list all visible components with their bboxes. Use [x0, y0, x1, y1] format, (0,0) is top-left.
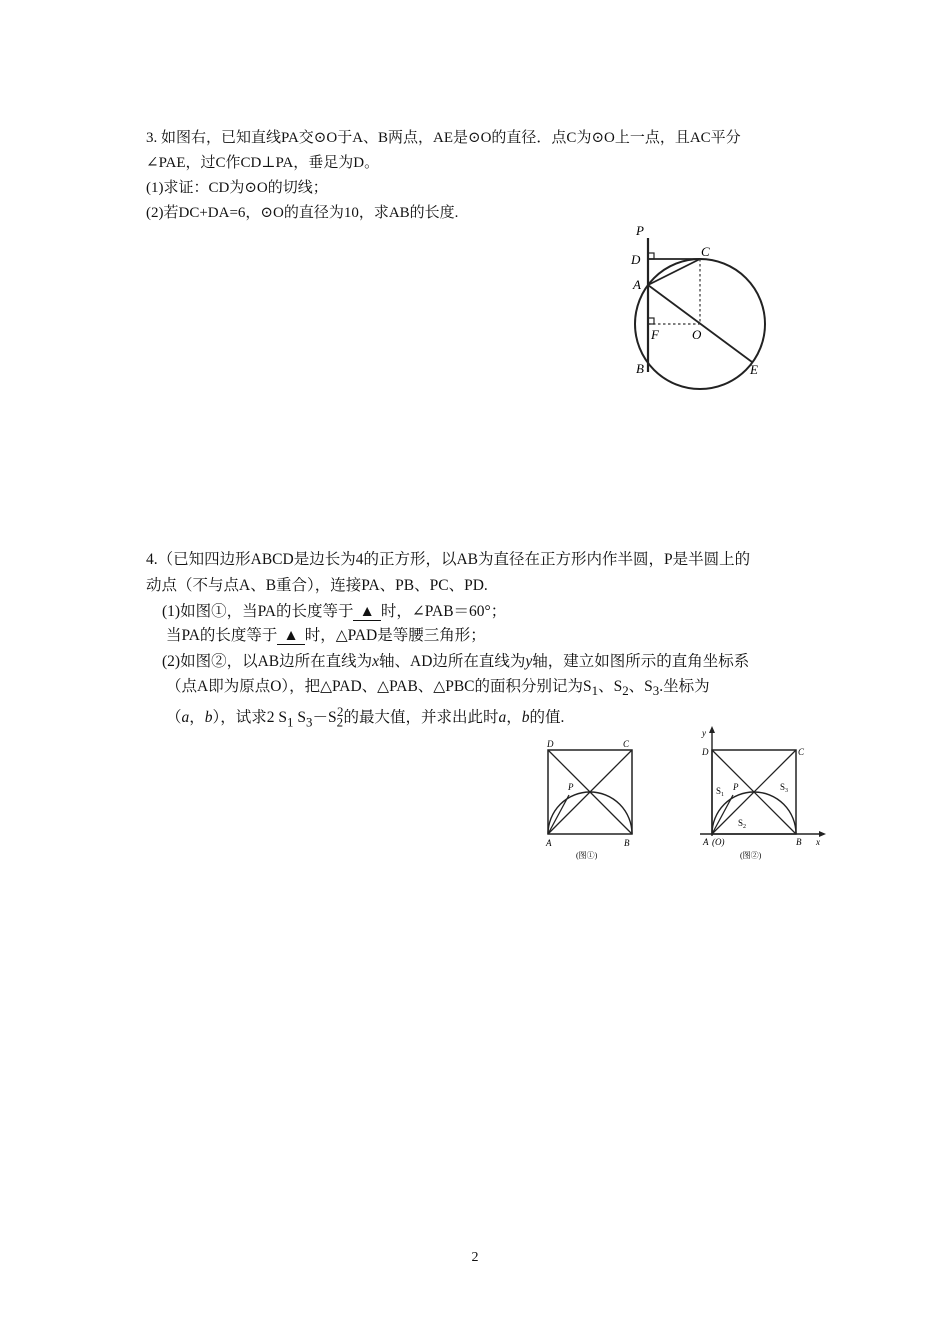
text: .坐标为 [659, 678, 710, 695]
answer-blank: ▲ [353, 604, 380, 621]
sub: 1 [287, 714, 294, 730]
figure-caption: (图②) [740, 851, 762, 860]
label-A: A [703, 837, 709, 847]
axis-label-y: y [702, 728, 706, 738]
label-F: F [651, 327, 659, 342]
label-C: C [701, 244, 710, 259]
figure-caption: (图①) [576, 851, 598, 860]
text: －S [312, 709, 337, 727]
label-C: C [798, 747, 805, 757]
problem3-line2: ∠PAE，过C作CD⊥PA，垂足为D。 [146, 155, 380, 171]
label-B: B [796, 837, 802, 847]
text: 的值. [529, 709, 565, 727]
square-semicircle-figure-2 [692, 724, 832, 866]
problem3-line3: (1)求证：CD为⊙O的切线； [146, 180, 328, 196]
label-A: A [633, 277, 641, 292]
problem4-q1b [166, 626, 486, 646]
var-x: x [372, 653, 379, 670]
label-P: P [733, 782, 739, 792]
problem4-q2-line2 [166, 677, 710, 701]
answer-blank: ▲ [277, 628, 304, 645]
text: ， [189, 709, 205, 727]
label-S1: $S_1$ [716, 786, 725, 798]
q1a-text: (1)如图①，当PA的长度等于 [162, 603, 354, 620]
text: 的最大值，并求出此时 [343, 709, 499, 727]
var-a: a [181, 709, 190, 727]
text: ， [506, 709, 522, 727]
circle-geometry-figure [624, 222, 774, 398]
problem4-q2-line1 [162, 652, 749, 672]
text: 轴，建立如图所示的直角坐标系 [532, 653, 750, 670]
problem4-q1a [162, 602, 506, 622]
label-D: D [547, 739, 554, 749]
axis-label-x: x [816, 837, 820, 847]
label-B: B [636, 361, 644, 376]
var-b: b [521, 709, 530, 727]
label-P: P [568, 782, 574, 792]
label-P: P [636, 223, 644, 238]
var-b: b [204, 709, 213, 727]
problem4-intro-line2: 动点（不与点A、B重合），连接PA、PB、PC、PD. [146, 577, 488, 594]
sub: 3 [652, 683, 660, 699]
text: 轴、AD边所在直线为 [379, 653, 526, 670]
page-number: 2 [471, 1250, 479, 1265]
text: 、S [598, 678, 623, 695]
sup: 2 [337, 704, 344, 719]
label-O: (O) [712, 837, 725, 847]
text: (2)如图②，以AB边所在直线为 [162, 653, 373, 670]
var-a: a [498, 709, 507, 727]
sub: 2 [336, 714, 344, 730]
square-semicircle-figure-1 [538, 734, 640, 866]
label-O: O [692, 327, 702, 342]
label-B: B [624, 838, 630, 848]
text: ），试求2 S [212, 709, 288, 727]
var-y: y [525, 653, 533, 670]
text: （点A即为原点O），把△PAD、△PAB、△PBC的面积分别记为S [166, 678, 592, 695]
label-D: D [631, 252, 641, 267]
sub: 2 [622, 683, 629, 699]
problem3-line4: (2)若DC+DA=6，⊙O的直径为10，求AB的长度. [146, 205, 459, 221]
problem3-line1: 3. 如图右，已知直线PA交⊙O于A、B两点，AE是⊙O的直径．点C为⊙O上一点，且AC平分 [146, 130, 741, 146]
label-S3: $S_3$ [780, 782, 789, 794]
text: 、S [628, 678, 653, 695]
q1b-text-end: 时，△PAD是等腰三角形； [304, 627, 486, 644]
text: （ [166, 709, 182, 727]
sub: 3 [305, 714, 313, 730]
q1b-text: 当PA的长度等于 [166, 627, 278, 644]
label-A: A [546, 838, 552, 848]
sub: 1 [591, 683, 599, 699]
label-E: E [750, 362, 758, 377]
problem4-intro-line1: 4.（已知四边形ABCD是边长为4的正方形，以AB为直径在正方形内作半圆，P是半圆上的 [146, 551, 751, 568]
label-S2: $S_2$ [738, 818, 747, 830]
text: S [293, 709, 306, 727]
problem4-q2-line3 [166, 702, 564, 732]
label-D: D [702, 747, 709, 757]
q1a-text-end: 时，∠PAB＝60°； [380, 603, 507, 620]
label-C: C [623, 739, 630, 749]
